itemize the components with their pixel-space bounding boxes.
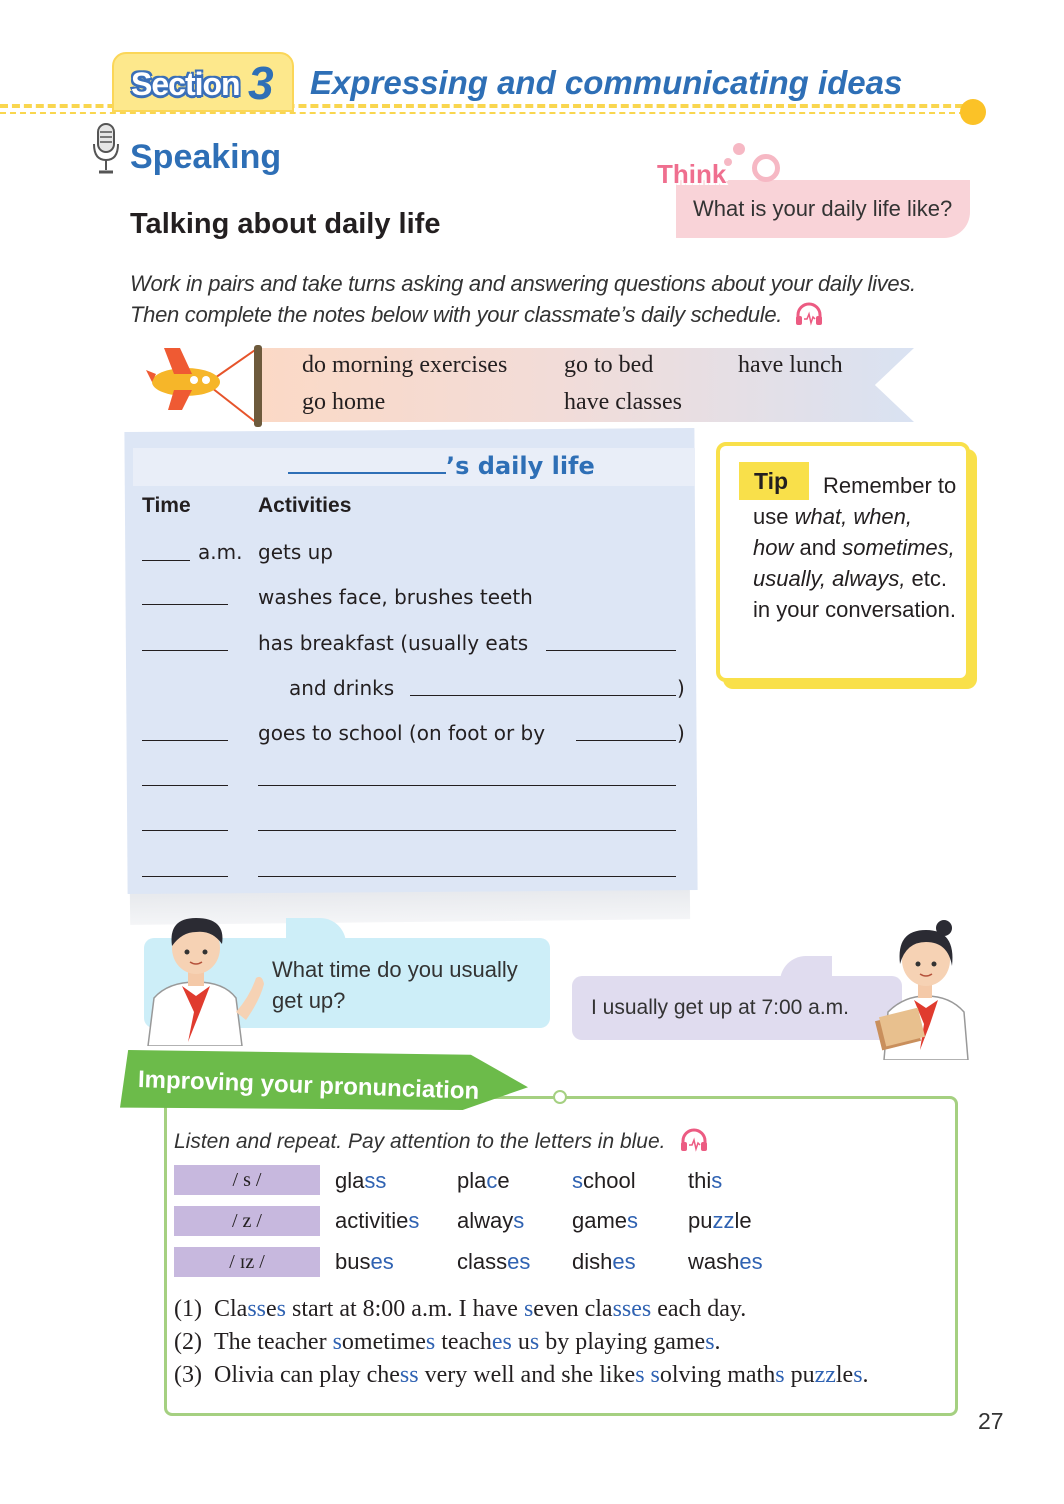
- tip-text-part: Remember to use: [753, 473, 957, 529]
- word-bank-item: do morning exercises: [302, 352, 508, 378]
- tip-label: Tip: [754, 468, 789, 494]
- time-column-header: Time: [142, 494, 191, 517]
- tip-text: [753, 470, 958, 625]
- activity-blank[interactable]: [258, 830, 676, 831]
- pronunciation-instruction-text: Listen and repeat. Pay attention to the letters in blue.: [174, 1130, 666, 1153]
- header-dashed-line-thin: [0, 112, 975, 114]
- word-games: games: [572, 1208, 639, 1233]
- word-always: always: [457, 1208, 525, 1233]
- tip-text-part: etc. in your conversation.: [753, 566, 956, 622]
- airplane-icon: [146, 344, 266, 428]
- activity-text: has breakfast (usually eats: [258, 631, 529, 655]
- word-bank-item: have lunch: [738, 352, 843, 378]
- close-paren: ): [677, 676, 685, 700]
- time-blank[interactable]: [142, 650, 228, 651]
- girl-student-illustration: [874, 920, 974, 1060]
- word-activities: activities: [335, 1208, 420, 1233]
- page-number: 27: [978, 1408, 1004, 1434]
- think-label: Think: [657, 159, 727, 189]
- think-bubble-dot: [733, 143, 745, 155]
- time-blank[interactable]: [142, 604, 228, 605]
- close-paren: ): [677, 721, 685, 745]
- think-bubble-ring: [752, 154, 780, 182]
- headphones-icon[interactable]: [679, 1128, 709, 1152]
- word-bank-item: go to bed: [564, 352, 654, 378]
- food-blank[interactable]: [546, 650, 676, 651]
- header-end-dot: [960, 99, 986, 125]
- word-washes: washes: [688, 1249, 763, 1274]
- activity-text: goes to school (on foot or by: [258, 721, 546, 745]
- phoneme-z: / z /: [174, 1206, 320, 1236]
- sentence-1: (1) Classes start at 8:00 a.m. I have seven classes each day.: [174, 1296, 747, 1322]
- instructions: [130, 268, 970, 330]
- notes-title-suffix: ’s daily life: [446, 452, 595, 480]
- tip-text-part: and: [793, 535, 843, 560]
- section-label: Section: [131, 66, 240, 102]
- time-blank[interactable]: [142, 560, 190, 561]
- time-blank[interactable]: [142, 830, 228, 831]
- tip-word: what,: [794, 504, 848, 529]
- banner-pole: [254, 345, 262, 427]
- name-blank[interactable]: [288, 450, 446, 474]
- boy-student-illustration: [138, 912, 268, 1046]
- section-title: Expressing and communicating ideas: [310, 64, 903, 101]
- word-glass: glass: [335, 1168, 387, 1193]
- microphone-icon: [92, 122, 120, 176]
- time-blank[interactable]: [142, 785, 228, 786]
- time-blank[interactable]: [142, 740, 228, 741]
- activity-blank[interactable]: [258, 785, 676, 786]
- pronunciation-title: Improving your pronunciation: [137, 1066, 480, 1105]
- phoneme-iz: / ɪz /: [174, 1247, 320, 1277]
- word-school: school: [572, 1168, 636, 1193]
- word-dishes: dishes: [572, 1249, 636, 1274]
- boy-question: What time do you usually get up?: [272, 957, 518, 1013]
- phoneme-s: / s /: [174, 1165, 320, 1195]
- sentence-3: (3) Olivia can play chess very well and she likes solving maths puzzles.: [174, 1362, 869, 1388]
- sentence-2: (2) The teacher sometimes teaches us by playing games.: [174, 1329, 721, 1355]
- pronunciation-instructions: [174, 1128, 709, 1154]
- activities-column-header: Activities: [258, 494, 352, 517]
- word-classes: classes: [457, 1249, 531, 1274]
- am-label: a.m.: [198, 540, 243, 564]
- speaking-heading: Speaking: [130, 138, 282, 176]
- transport-blank[interactable]: [576, 740, 676, 741]
- tip-word: sometimes, usually, always,: [753, 535, 955, 591]
- word-puzzle: puzzle: [688, 1208, 752, 1233]
- notes-title: [288, 450, 595, 480]
- word-this: this: [688, 1168, 723, 1193]
- tip-word: when, how: [753, 504, 913, 560]
- banner-connector-ring: [553, 1090, 567, 1104]
- drink-blank[interactable]: [410, 695, 676, 696]
- headphones-icon[interactable]: [794, 302, 824, 326]
- word-buses: buses: [335, 1249, 394, 1274]
- activity-text: and drinks: [289, 676, 395, 700]
- activity-blank[interactable]: [258, 876, 676, 877]
- think-question: What is your daily life like?: [693, 196, 953, 221]
- subtitle: Talking about daily life: [130, 208, 441, 240]
- notes-card: [124, 428, 697, 894]
- activity-text: gets up: [258, 540, 333, 564]
- activity-text: washes face, brushes teeth: [258, 585, 533, 609]
- section-number: 3: [248, 57, 274, 109]
- word-bank-item: go home: [302, 389, 386, 415]
- word-bank-item: have classes: [564, 389, 682, 415]
- word-place: place: [457, 1168, 510, 1193]
- time-blank[interactable]: [142, 876, 228, 877]
- instructions-text: Work in pairs and take turns asking and answering questions about your daily lives. Then complete the notes below with your classmate’s daily schedule.: [130, 271, 916, 327]
- girl-answer: I usually get up at 7:00 a.m.: [591, 996, 849, 1019]
